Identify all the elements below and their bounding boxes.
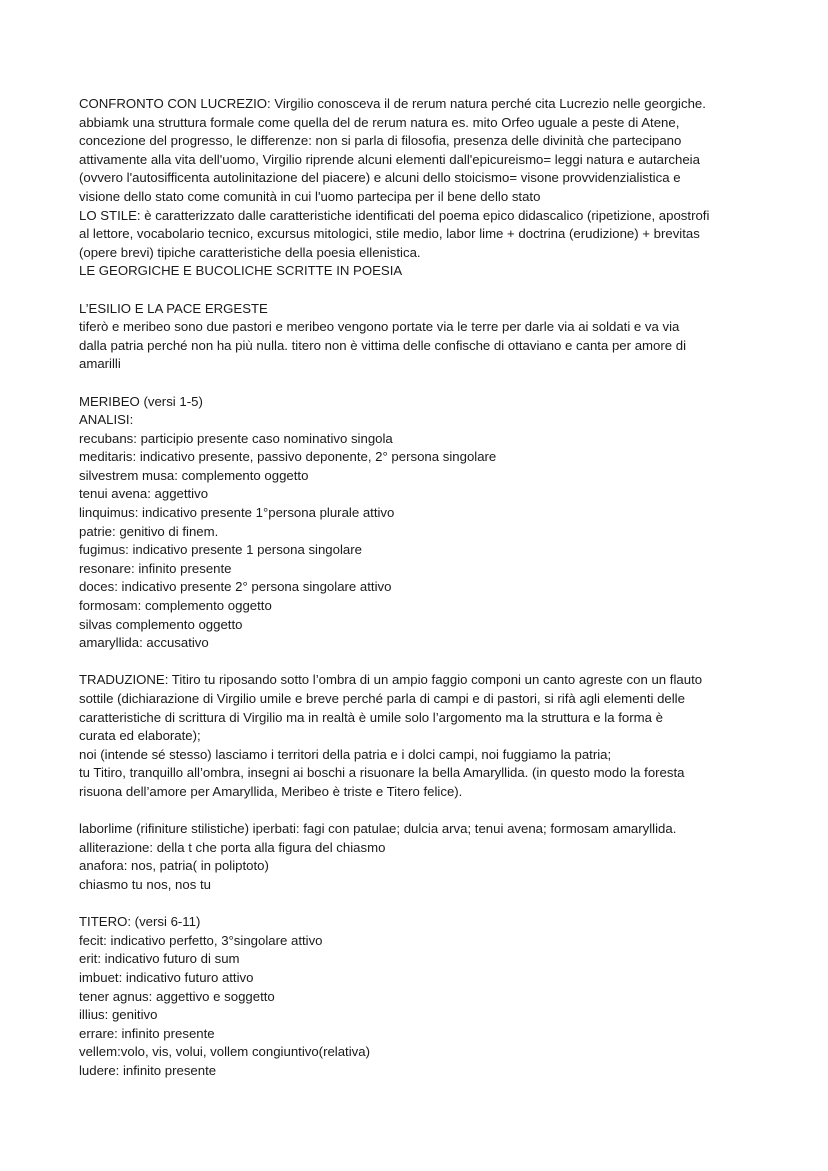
- text-line: visione dello stato come comunità in cui l'uomo partecipa per il bene dello stato: [79, 188, 541, 204]
- text-line: tiferò e meribeo sono due pastori e meribeo vengono portate via le terre per darle via ai soldati e va via: [79, 319, 680, 335]
- text-line: formosam: complemento oggetto: [79, 598, 272, 614]
- text-line: linquimus: indicativo presente 1°persona plurale attivo: [79, 505, 395, 521]
- text-line: errare: infinito presente: [79, 1025, 215, 1041]
- text-line: ANALISI:: [79, 412, 134, 428]
- text-line: chiasmo tu nos, nos tu: [79, 876, 211, 892]
- text-line: attivamente alla vita dell'uomo, Virgilio riprende alcuni elementi dall'epicureismo= leggi natura e autarcheia: [79, 151, 700, 167]
- section-traduzione: [79, 671, 788, 801]
- section-heading: TITERO: (versi 6-11): [79, 914, 201, 930]
- text-line: erit: indicativo futuro di sum: [79, 951, 240, 967]
- text-line: resonare: infinito presente: [79, 560, 232, 576]
- text-line: abbiamk una struttura formale come quella del de rerum natura es. mito Orfeo uguale a peste di Atene,: [79, 114, 680, 130]
- text-line: tener agnus: aggettivo e soggetto: [79, 988, 275, 1004]
- text-line: curata ed elaborate);: [79, 728, 201, 744]
- text-line: alliterazione: della t che porta alla figura del chiasmo: [79, 839, 386, 855]
- text-line: vellem:volo, vis, volui, vollem congiuntivo(relativa): [79, 1044, 370, 1060]
- paragraph-gap: [79, 281, 788, 300]
- text-line: caratteristiche di scrittura di Virgilio ma in realtà è umile solo l’argomento ma la struttura e la forma è: [79, 709, 663, 725]
- text-line: illius: genitivo: [79, 1007, 158, 1023]
- text-line: silvestrem musa: complemento oggetto: [79, 467, 309, 483]
- text-line: (ovvero l'autosifficenta autolinitazione del piacere) e alcuni dello stoicismo= visone provvidenzialistica e: [79, 170, 681, 186]
- text-line: laborlime (rifiniture stilistiche) iperbati: fagi con patulae; dulcia arva; tenui avena; formosam amaryllida.: [79, 821, 677, 837]
- text-line: amaryllida: accusativo: [79, 635, 209, 651]
- text-line: patrie: genitivo di finem.: [79, 523, 219, 539]
- text-line: al lettore, vocabolario tecnico, excursus mitologici, stile medio, labor lime + doctrina (erudizione) + brevitas: [79, 226, 700, 242]
- text-line: anafora: nos, patria( in poliptoto): [79, 858, 269, 874]
- text-line: LO STILE: è caratterizzato dalle caratteristiche identificati del poema epico didascalico (ripetizione, apostrofi: [79, 207, 710, 223]
- text-line: tu Titiro, tranquillo all’ombra, insegni ai boschi a risuonare la bella Amaryllida. (in questo modo la foresta: [79, 765, 685, 781]
- text-line: recubans: participio presente caso nominativo singola: [79, 430, 393, 446]
- text-line: dalla patria perché non ha più nulla. titero non è vittima delle confische di ottaviano e canta per amore di: [79, 337, 686, 353]
- section-heading: MERIBEO (versi 1-5): [79, 393, 203, 409]
- paragraph-gap: [79, 374, 788, 393]
- text-line: tenui avena: aggettivo: [79, 486, 209, 502]
- text-line: imbuet: indicativo futuro attivo: [79, 969, 254, 985]
- text-line: (opere brevi) tipiche caratteristiche della poesia ellenistica.: [79, 244, 421, 260]
- paragraph-gap: [79, 895, 788, 914]
- text-line: concezione del progresso, le differenze: non si parla di filosofia, presenza delle divinità che partecipano: [79, 133, 682, 149]
- section-titero: [79, 913, 788, 1080]
- text-line: sottile (dichiarazione di Virgilio umile e breve perché parla di campi e di pastori, si rifà agli elementi delle: [79, 691, 685, 706]
- text-line: meditaris: indicativo presente, passivo deponente, 2° persona singolare: [79, 449, 497, 465]
- text-line: ludere: infinito presente: [79, 1062, 217, 1078]
- text-line: noi (intende sé stesso) lasciamo i territori della patria e i dolci campi, noi fuggiamo la patria;: [79, 746, 612, 762]
- text-line: LE GEORGICHE E BUCOLICHE SCRITTE IN POESIA: [79, 263, 403, 279]
- section-laborlime: [79, 820, 788, 894]
- text-line: CONFRONTO CON LUCREZIO: Virgilio conosceva il de rerum natura perché cita Lucrezio nelle georgiche.: [79, 96, 706, 111]
- section-esilio: [79, 300, 788, 374]
- text-line: silvas complemento oggetto: [79, 616, 243, 632]
- text-line: fecit: indicativo perfetto, 3°singolare attivo: [79, 932, 323, 948]
- paragraph-gap: [79, 653, 788, 672]
- text-line: amarilli: [79, 356, 121, 372]
- section-meribeo: [79, 393, 788, 653]
- text-line: risuona dell’amore per Amaryllida, Meribeo è triste e Titero felice).: [79, 783, 463, 799]
- section-heading: L’ESILIO E LA PACE ERGESTE: [79, 300, 268, 316]
- text-line: TRADUZIONE: Titiro tu riposando sotto l’ombra di un ampio faggio componi un canto agreste con un flauto: [79, 672, 703, 688]
- text-line: fugimus: indicativo presente 1 persona singolare: [79, 542, 362, 558]
- text-line: doces: indicativo presente 2° persona singolare attivo: [79, 579, 392, 595]
- paragraph-gap: [79, 802, 788, 821]
- section-confronto: [79, 95, 788, 281]
